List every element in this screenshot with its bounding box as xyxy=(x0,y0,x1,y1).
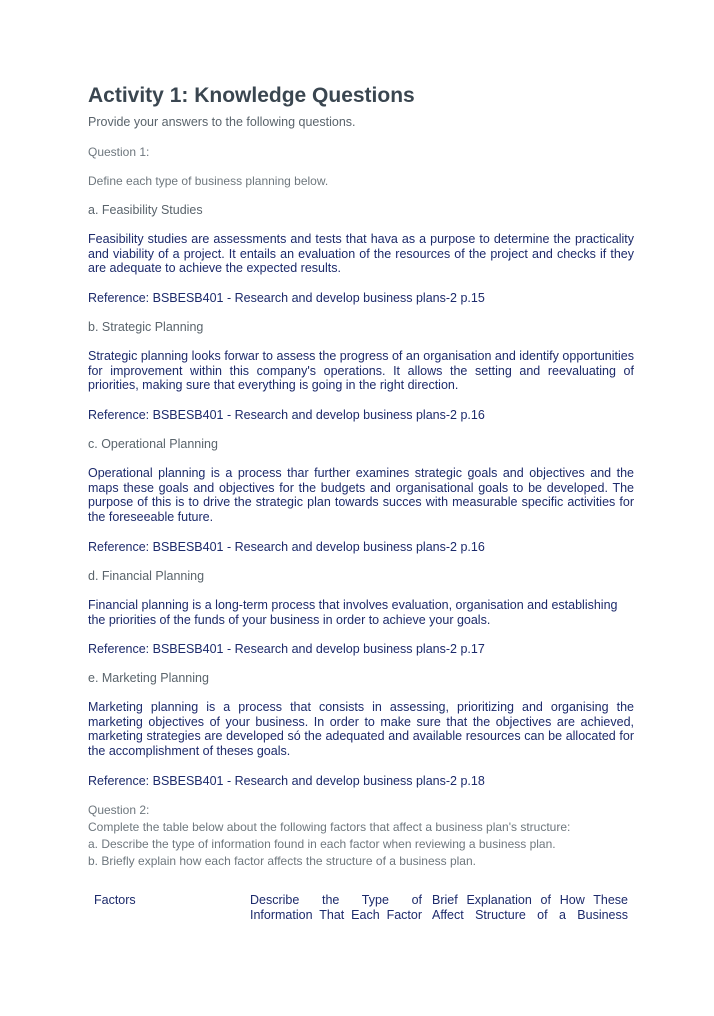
heading-feasibility-studies: a. Feasibility Studies xyxy=(88,203,203,217)
reference-operational-planning: Reference: BSBESB401 - Research and develop business plans-2 p.16 xyxy=(88,540,485,554)
page-title: Activity 1: Knowledge Questions xyxy=(88,84,415,107)
reference-marketing-planning: Reference: BSBESB401 - Research and develop business plans-2 p.18 xyxy=(88,774,485,788)
reference-feasibility-studies: Reference: BSBESB401 - Research and develop business plans-2 p.15 xyxy=(88,291,485,305)
table-header-factors: Factors xyxy=(94,893,136,907)
question2-part-a: a. Describe the type of information found in each factor when reviewing a business plan. xyxy=(88,837,556,851)
answer-marketing-planning: Marketing planning is a process that consists in assessing, prioritizing and organising the marketing objectives of your business. In order to make sure that the objectives are achieved, marketing strategies are developed só the adequated and available resources can be allocated for the accomplishment of theses goals. xyxy=(88,700,634,759)
heading-strategic-planning: b. Strategic Planning xyxy=(88,320,204,334)
reference-financial-planning: Reference: BSBESB401 - Research and develop business plans-2 p.17 xyxy=(88,642,485,656)
reference-strategic-planning: Reference: BSBESB401 - Research and develop business plans-2 p.16 xyxy=(88,408,485,422)
table-header-explanation: Brief Explanation of How These Affect Structure of a Business xyxy=(432,893,628,922)
question2-instruction: Complete the table below about the following factors that affect a business plan's structure: xyxy=(88,820,571,834)
question2-part-b: b. Briefly explain how each factor affects the structure of a business plan. xyxy=(88,854,476,868)
answer-operational-planning: Operational planning is a process thar further examines strategic goals and objectives and the maps these goals and objectives for the budgets and organisational goals to be developed. The purpose of this is to drive the strategic plan towards succes with measurable specific activities for the foreseeable future. xyxy=(88,466,634,525)
table-header-information-type: Describe the Type of Information That Each Factor xyxy=(250,893,422,922)
heading-financial-planning: d. Financial Planning xyxy=(88,569,205,583)
question2-label: Question 2: xyxy=(88,803,150,817)
intro-text: Provide your answers to the following questions. xyxy=(88,115,356,129)
question1-label: Question 1: xyxy=(88,145,150,159)
answer-strategic-planning: Strategic planning looks forwar to assess the progress of an organisation and identify opportunities for improvement within this company's operations. It allows the setting and reevaluating of priorities, making sure that everything is going in the right direction. xyxy=(88,349,634,393)
answer-feasibility-studies: Feasibility studies are assessments and tests that hava as a purpose to determine the practicality and viability of a project. It entails an evaluation of the resources of the project and checks if they are adequate to achieve the expected results. xyxy=(88,232,634,276)
answer-financial-planning: Financial planning is a long-term process that involves evaluation, organisation and establishing the priorities of the funds of your business in order to achieve your goals. xyxy=(88,598,618,627)
heading-marketing-planning: e. Marketing Planning xyxy=(88,671,209,685)
question1-instruction: Define each type of business planning below. xyxy=(88,174,329,188)
heading-operational-planning: c. Operational Planning xyxy=(88,437,218,451)
